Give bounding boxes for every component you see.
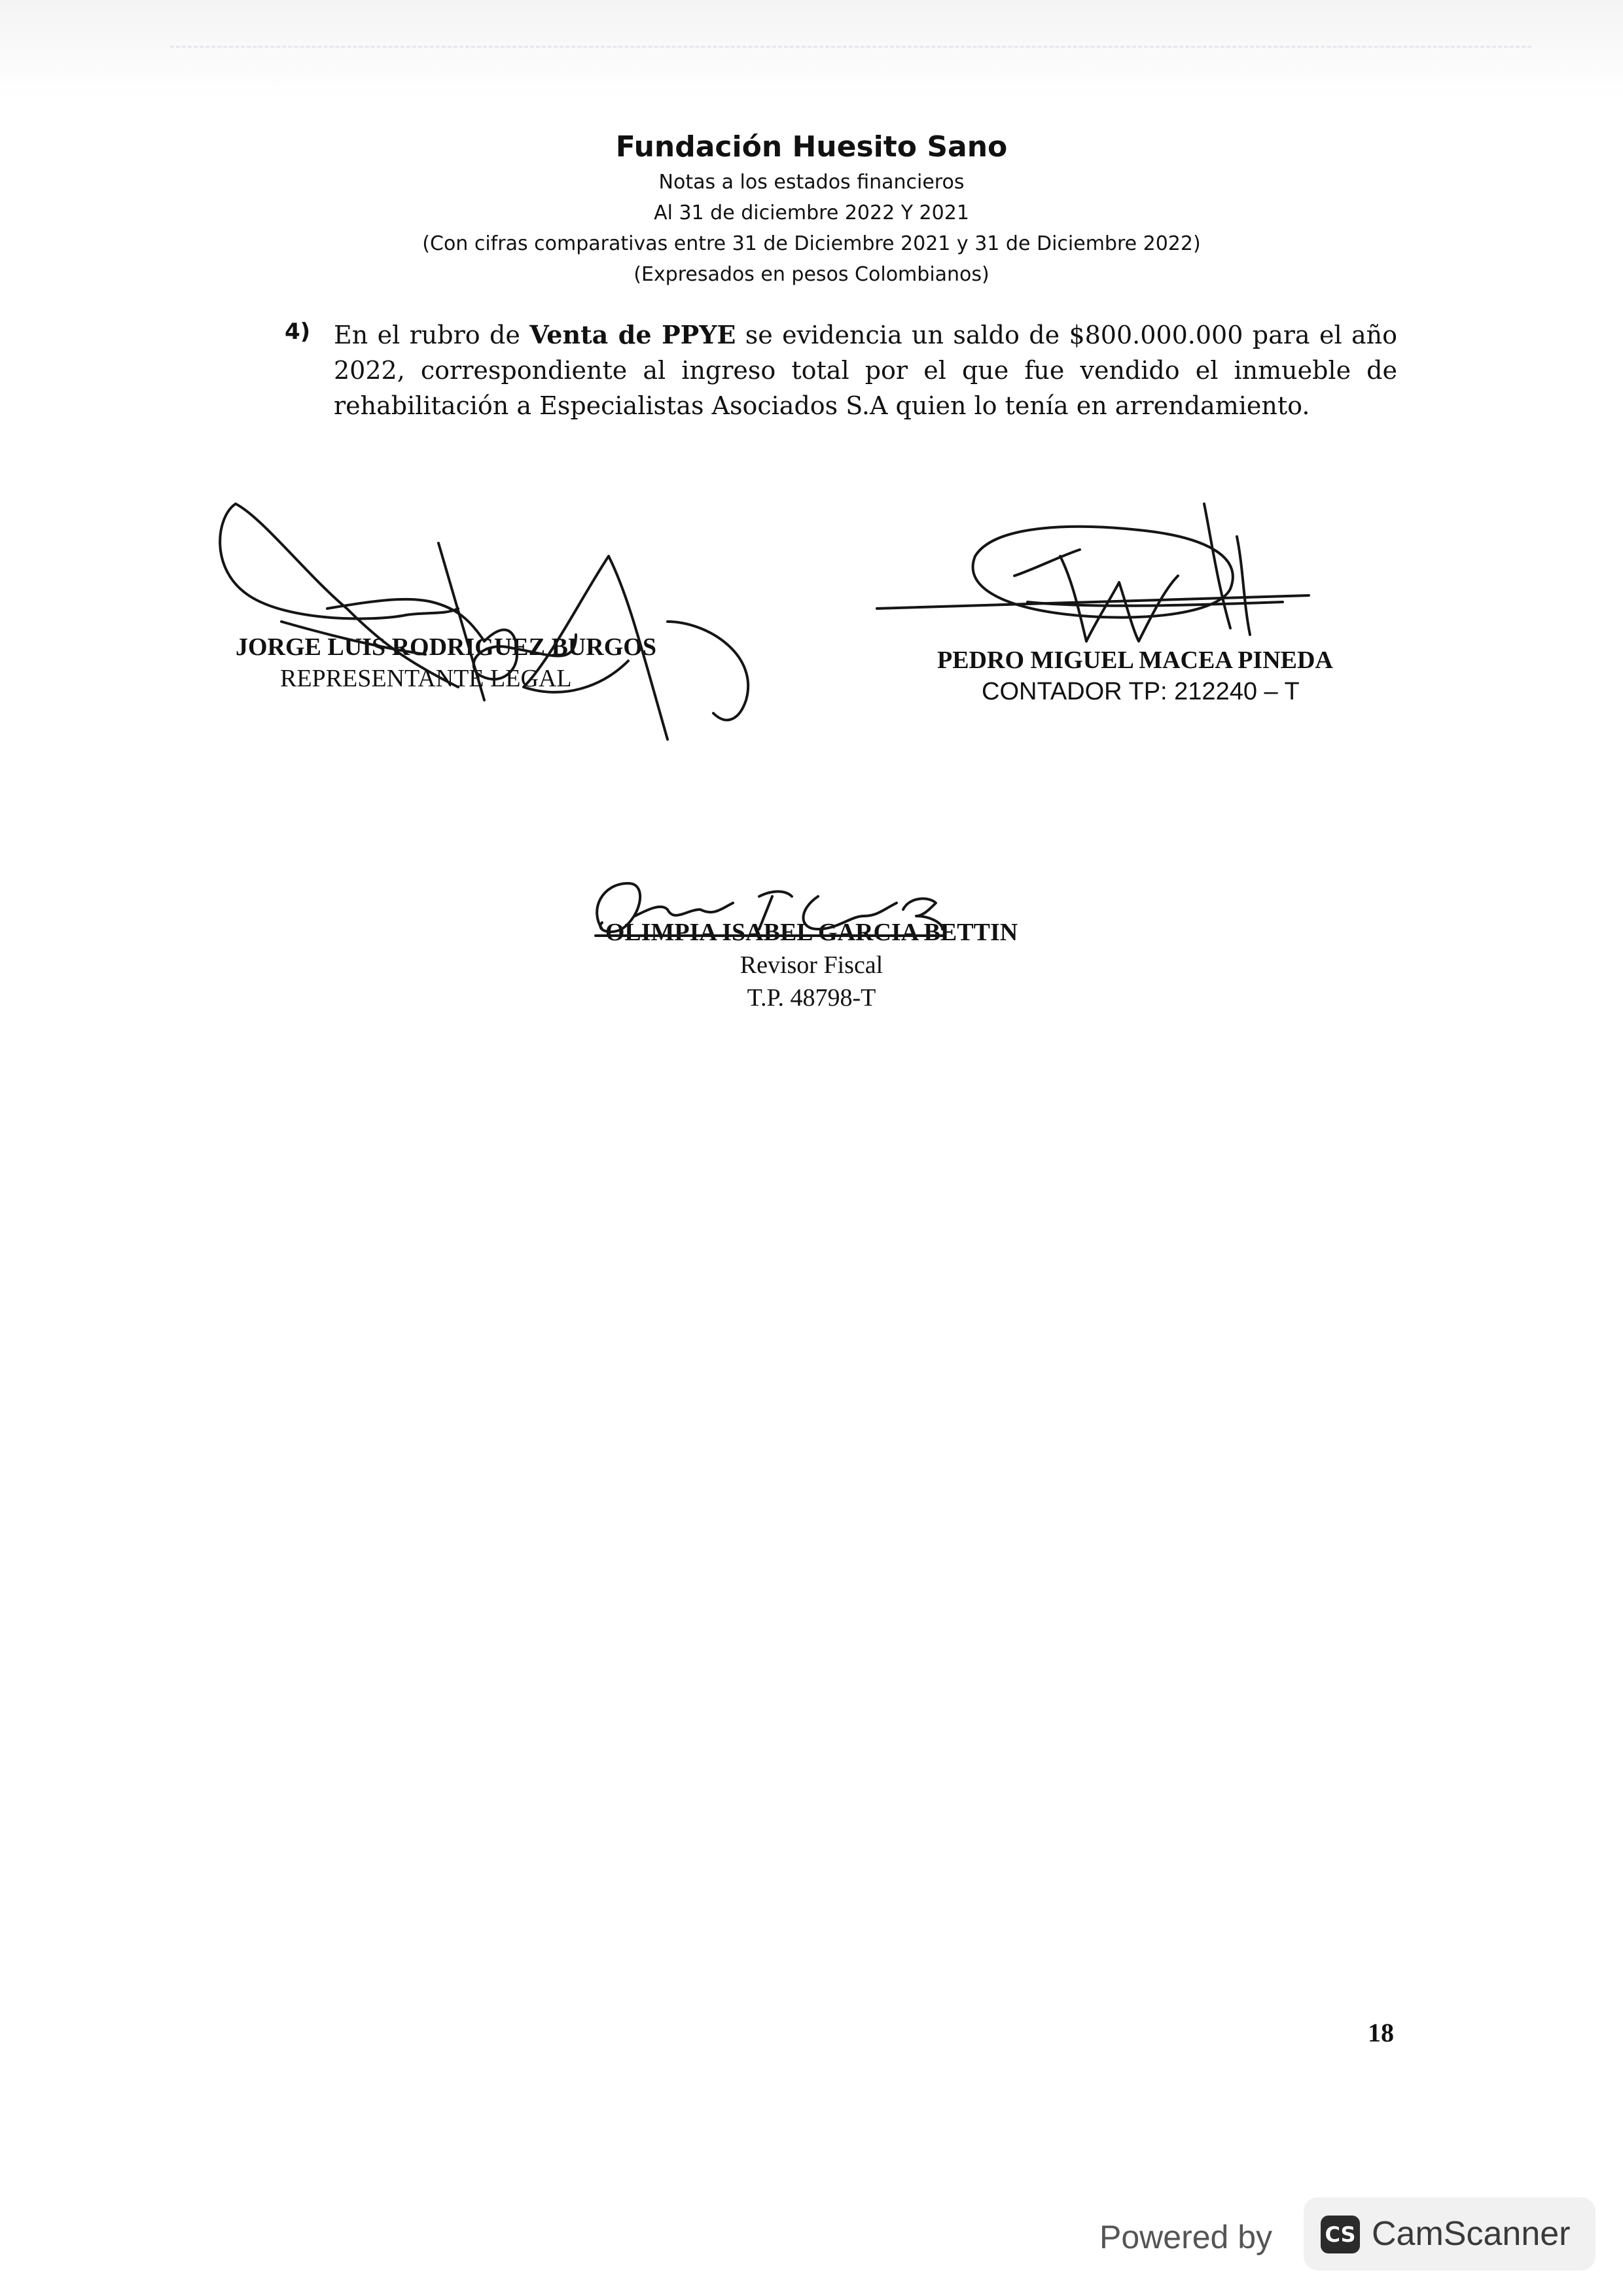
accountant-block bbox=[937, 645, 1333, 707]
camscanner-logo-icon: CS bbox=[1321, 2216, 1360, 2253]
note-text-before: En el rubro de bbox=[334, 321, 530, 349]
accountant-role: CONTADOR TP: 212240 – T bbox=[982, 678, 1300, 705]
auditor-role: Revisor Fiscal bbox=[740, 951, 883, 979]
note-text-after: se evidencia un saldo de $800.000.000 para el año 2022, correspondiente al ingreso total por el que fue vendido el inmueble de rehabilitación a Especialistas Asociados S.A quien lo tenía en arrendamiento. bbox=[334, 321, 1398, 420]
legal-rep-role: REPRESENTANTE LEGAL bbox=[280, 665, 572, 692]
legal-rep-name: JORGE LUIS RODRIGUEZ BURGOS bbox=[236, 633, 656, 661]
legal-rep-block bbox=[236, 631, 656, 694]
accountant-signature bbox=[864, 497, 1335, 667]
organization-title: Fundación Huesito Sano bbox=[615, 130, 1008, 164]
date-line: Al 31 de diciembre 2022 Y 2021 bbox=[654, 202, 969, 224]
document-subtitle: Notas a los estados financieros bbox=[658, 171, 965, 194]
comparative-line: (Con cifras comparativas entre 31 de Diciembre 2021 y 31 de Diciembre 2022) bbox=[422, 232, 1201, 255]
powered-by-label: Powered by bbox=[1099, 2219, 1273, 2255]
page-number: 18 bbox=[1368, 2018, 1394, 2047]
scan-artifact-line bbox=[170, 46, 1531, 54]
note-bold-term: Venta de PPYE bbox=[529, 320, 736, 349]
document-header bbox=[0, 128, 1623, 290]
currency-line: (Expresados en pesos Colombianos) bbox=[633, 263, 990, 286]
accountant-name: PEDRO MIGUEL MACEA PINEDA bbox=[937, 646, 1333, 674]
auditor-license: T.P. 48798-T bbox=[747, 984, 876, 1012]
note-body bbox=[334, 317, 1397, 423]
legal-rep-signature bbox=[209, 491, 772, 752]
auditor-block bbox=[0, 916, 1623, 1014]
auditor-name: OLIMPIA ISABEL GARCIA BETTIN bbox=[605, 919, 1018, 946]
note-number: 4) bbox=[285, 319, 311, 345]
camscanner-badge bbox=[1304, 2197, 1596, 2270]
camscanner-brand: CamScanner bbox=[1372, 2215, 1571, 2253]
